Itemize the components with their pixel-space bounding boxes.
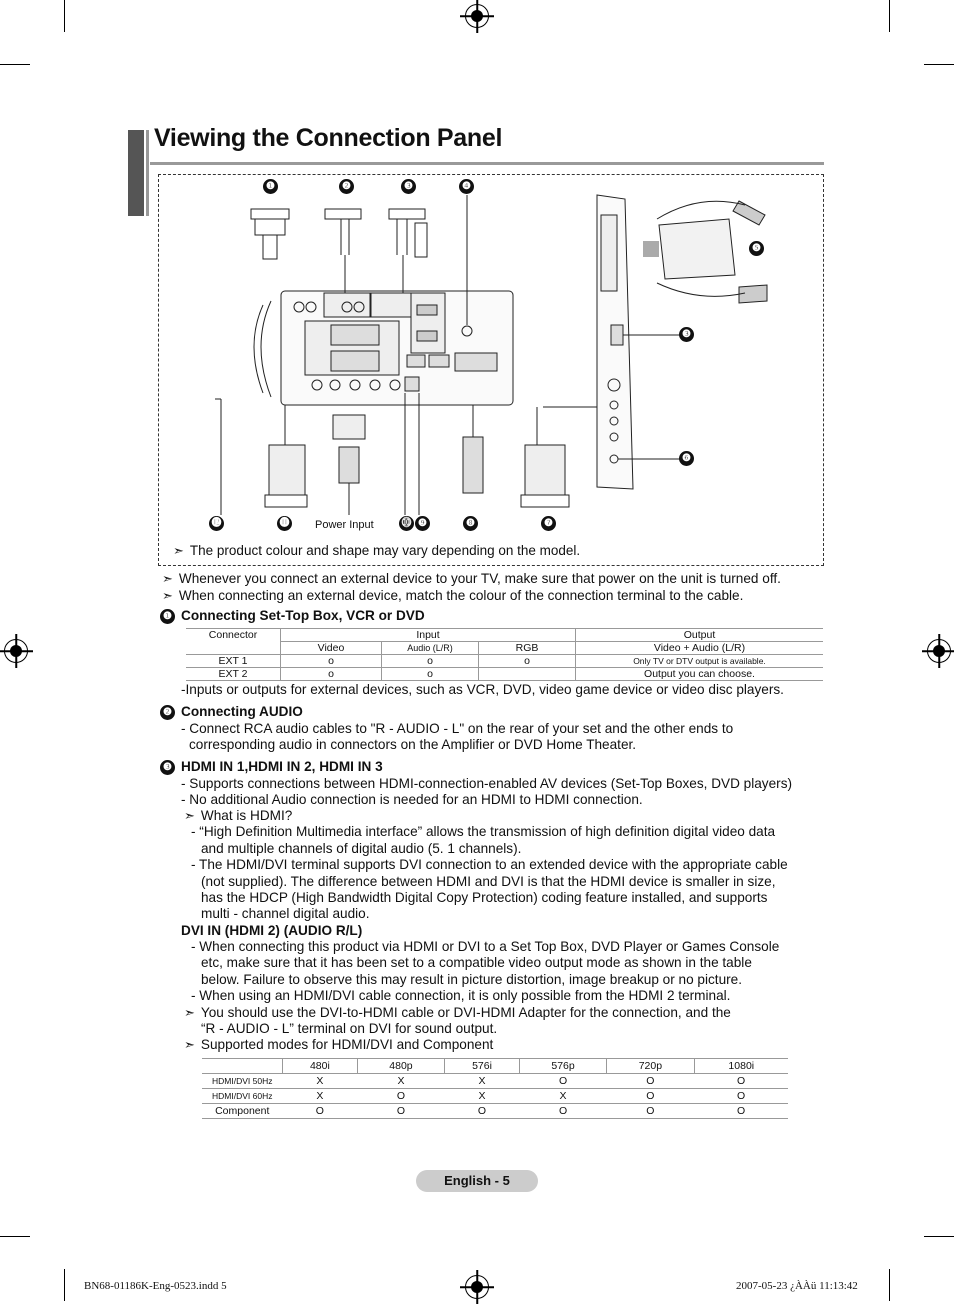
cell: o [281,655,382,668]
dvi-heading: DVI IN (HDMI 2) (AUDIO R/L) [181,923,363,938]
what-is-hdmi [184,808,292,824]
crop-mark [924,1236,954,1237]
note-colour [162,588,743,604]
page-title: Viewing the Connection Panel [154,124,503,152]
cell: X [445,1089,520,1104]
cell: Output you can choose. [576,668,824,681]
th-output: Output [576,629,824,642]
modes-table [202,1058,788,1119]
page-number-badge: English - 5 [416,1170,538,1192]
crop-mark [0,1236,30,1237]
registration-mark [465,1275,489,1299]
cell: HDMI/DVI 50Hz [202,1074,283,1089]
cell: O [445,1104,520,1119]
note-text: Whenever you connect an external device to your TV, make sure that power on the unit is turned off. [178,571,781,586]
cell: O [607,1104,694,1119]
callout-1: ❶ [263,179,278,194]
date-slug: 2007-05-23 ¿ÀÀü 11:13:42 [736,1280,858,1292]
crop-mark [0,64,30,65]
file-slug: BN68-01186K-Eng-0523.indd 5 [84,1280,227,1292]
section-3-line: multi - channel digital audio. [201,906,370,921]
crop-mark [64,1269,65,1301]
cell [479,668,576,681]
cell: X [519,1089,606,1104]
section-3-line: has the HDCP (High Bandwidth Digital Copy Protection) coding feature installed, and supports [201,890,768,905]
crop-mark [924,64,954,65]
callout-5: ❺ [749,241,764,256]
cell: O [283,1104,358,1119]
section-2-line: - Connect RCA audio cables to "R - AUDIO - L" on the rear of your set and the other ends to [181,721,734,736]
cell: Component [202,1104,283,1119]
callout-4: ❹ [459,179,474,194]
diagram-note-text: The product colour and shape may vary depending on the model. [189,543,581,558]
cell: o [281,668,382,681]
th-video-audio: Video + Audio (L/R) [576,642,824,655]
modes-header: 576i [445,1059,520,1074]
cell: O [694,1089,788,1104]
cell: o [382,655,479,668]
dvi-line: below. Failure to observe this may result in picture distortion, image breakup or no picture. [201,972,742,987]
note-text: When connecting an external device, match the colour of the connection terminal to the cable. [178,588,744,603]
table-row [186,655,823,668]
cell: X [445,1074,520,1089]
crop-mark [64,0,65,32]
cell: O [519,1104,606,1119]
dvi-line: etc, make sure that it has been set to a compatible video output mode as shown in the table [201,955,752,970]
dvi-line: “R - AUDIO - L” terminal on DVI for sound output. [201,1021,498,1036]
cell: O [607,1074,694,1089]
cell: O [607,1089,694,1104]
callout-10: ⓾ [399,516,414,531]
callout-2: ❷ [339,179,354,194]
callout-7: ❼ [541,516,556,531]
registration-mark [4,639,28,663]
cell: O [519,1074,606,1089]
modes-header: 480p [357,1059,444,1074]
cell: X [283,1074,358,1089]
callout-9: ❾ [415,516,430,531]
diagram-note [173,543,580,559]
callout-12: ⓬ [209,516,224,531]
cell: O [694,1074,788,1089]
note-arrow-icon: ➣ [184,808,195,823]
cell: o [479,655,576,668]
what-is-hdmi-text: What is HDMI? [200,808,293,823]
th-audio: Audio (L/R) [382,642,479,655]
connection-panel-illustration [159,175,823,565]
dvi-line: - When connecting this product via HDMI or DVI to a Set Top Box, DVD Player or Games Console [191,939,780,954]
title-accent-bar [128,130,144,216]
cell: o [382,668,479,681]
section-2-number: ❷ [160,705,175,720]
section-1-footnote: -Inputs or outputs for external devices, such as VCR, DVD, video game device or video disc players. [181,682,784,697]
modes-header: 1080i [694,1059,788,1074]
registration-mark [465,4,489,28]
callout-8: ❽ [463,516,478,531]
cell: X [357,1074,444,1089]
modes-corner [202,1059,283,1074]
modes-note-text: Supported modes for HDMI/DVI and Component [200,1037,494,1052]
connector-table [186,628,823,681]
th-rgb: RGB [479,642,576,655]
section-3-line: and multiple channels of digital audio (5. 1 channels). [201,841,522,856]
callout-11: ⓫ [277,516,292,531]
table-row [202,1074,788,1089]
cell: EXT 1 [186,655,281,668]
cell: HDMI/DVI 60Hz [202,1089,283,1104]
th-connector: Connector [186,629,281,655]
modes-note [184,1037,493,1053]
table-row [202,1104,788,1119]
cell: Only TV or DTV output is available. [576,655,824,668]
section-3-line: (not supplied). The difference between HDMI and DVI is that the HDMI device is smaller in size, [201,874,776,889]
power-input-label: Power Input [315,519,374,531]
modes-header: 576p [519,1059,606,1074]
note-arrow-icon: ➣ [173,543,184,558]
callout-6: ❻ [679,451,694,466]
callout-3: ❸ [401,179,416,194]
section-2-heading: Connecting AUDIO [181,704,303,719]
th-video: Video [281,642,382,655]
section-1-heading: Connecting Set-Top Box, VCR or DVD [181,608,425,623]
section-2-line: corresponding audio in connectors on the Amplifier or DVD Home Theater. [189,737,637,752]
connection-diagram [158,174,824,566]
section-3-line: - The HDMI/DVI terminal supports DVI connection to an extended device with the appropriate cable [191,857,788,872]
modes-header: 720p [607,1059,694,1074]
section-3-number: ❸ [160,760,175,775]
section-3-line: - No additional Audio connection is needed for an HDMI to HDMI connection. [181,792,643,807]
registration-mark [927,639,951,663]
note-arrow-icon: ➣ [184,1005,195,1020]
note-arrow-icon: ➣ [162,571,173,586]
dvi-note-text: You should use the DVI-to-HDMI cable or DVI-HDMI Adapter for the connection, and the [200,1005,731,1020]
crop-mark [889,0,890,32]
section-3-line: - Supports connections between HDMI-connection-enabled AV devices (Set-Top Boxes, DVD players) [181,776,793,791]
title-rule [150,162,824,165]
cell: O [357,1104,444,1119]
cell: O [694,1104,788,1119]
dvi-note [184,1005,731,1021]
section-1-number: ❶ [160,609,175,624]
callout-3-side: ❸ [679,327,694,342]
section-3-heading: HDMI IN 1,HDMI IN 2, HDMI IN 3 [181,759,383,774]
note-power [162,571,781,587]
title-accent-bar [146,130,149,216]
cell: X [283,1089,358,1104]
note-arrow-icon: ➣ [184,1037,195,1052]
section-3-line: - “High Definition Multimedia interface” allows the transmission of high definition digital video data [191,824,776,839]
table-row [202,1089,788,1104]
note-arrow-icon: ➣ [162,588,173,603]
cell: EXT 2 [186,668,281,681]
crop-mark [889,1269,890,1301]
modes-header: 480i [283,1059,358,1074]
th-input: Input [281,629,576,642]
table-row [186,668,823,681]
dvi-line: - When using an HDMI/DVI cable connection, it is only possible from the HDMI 2 terminal. [191,988,731,1003]
cell: O [357,1089,444,1104]
